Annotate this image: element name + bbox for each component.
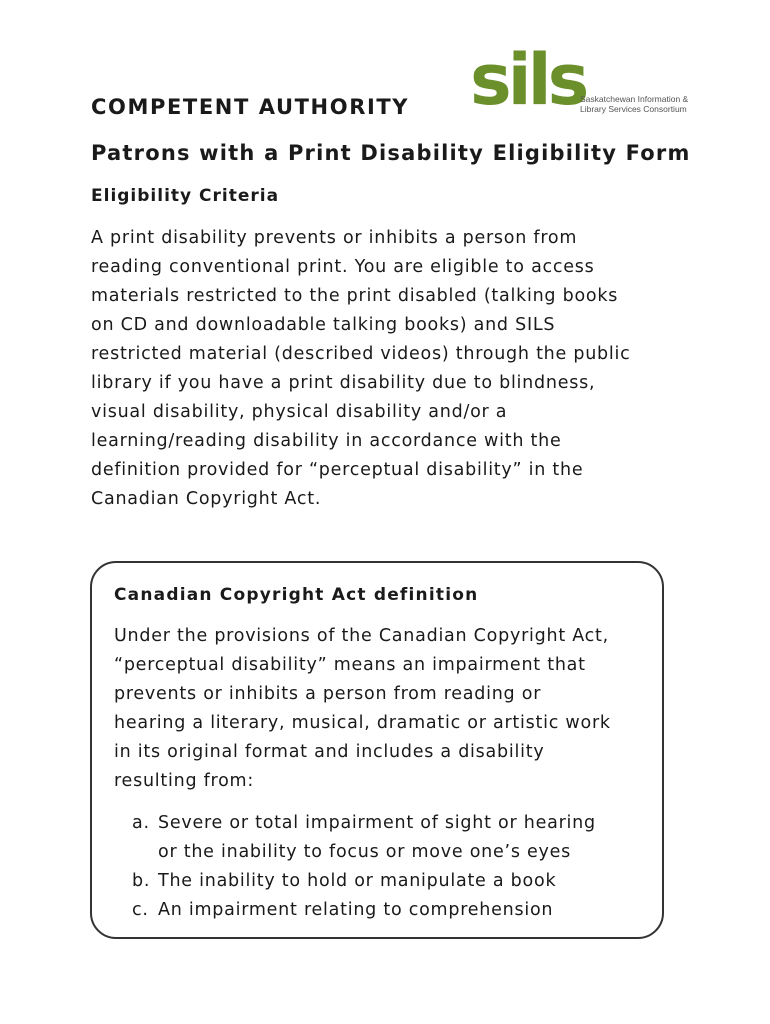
list-marker: c. <box>132 900 149 920</box>
criteria-line: materials restricted to the print disabled (talking books <box>91 286 619 306</box>
criteria-line: restricted material (described videos) through the public <box>91 344 631 364</box>
criteria-line: learning/reading disability in accordance with the <box>91 431 562 451</box>
list-item-text: Severe or total impairment of sight or hearing <box>158 813 596 833</box>
logo-caption <box>580 94 689 114</box>
list-item <box>132 809 652 867</box>
criteria-line: reading conventional print. You are eligible to access <box>91 257 595 277</box>
criteria-line: Canadian Copyright Act. <box>91 489 322 509</box>
definition-line: Under the provisions of the Canadian Copyright Act, <box>114 626 609 646</box>
definition-list <box>132 809 652 925</box>
eligibility-criteria-text <box>91 224 691 514</box>
list-item-text: The inability to hold or manipulate a book <box>158 871 557 891</box>
list-marker: a. <box>132 813 150 833</box>
eligibility-criteria-heading: Eligibility Criteria <box>91 186 280 206</box>
definition-line: in its original format and includes a disability <box>114 742 545 762</box>
page-title: COMPETENT AUTHORITY <box>91 95 410 119</box>
criteria-line: on CD and downloadable talking books) and SILS <box>91 315 556 335</box>
form-subtitle: Patrons with a Print Disability Eligibility Form <box>91 141 691 165</box>
list-marker: b. <box>132 871 151 891</box>
logo-caption-line-1: Saskatchewan Information & <box>580 94 689 104</box>
definition-line: hearing a literary, musical, dramatic or artistic work <box>114 713 611 733</box>
definition-heading: Canadian Copyright Act definition <box>114 585 479 605</box>
definition-line: “perceptual disability” means an impairment that <box>114 655 586 675</box>
criteria-line: A print disability prevents or inhibits a person from <box>91 228 578 248</box>
definition-line: prevents or inhibits a person from reading or <box>114 684 542 704</box>
sils-logo <box>466 39 689 121</box>
criteria-line: library if you have a print disability due to blindness, <box>91 373 596 393</box>
criteria-line: definition provided for “perceptual disability” in the <box>91 460 584 480</box>
definition-text <box>114 622 654 796</box>
list-item <box>132 867 652 896</box>
list-item-continuation: or the inability to focus or move one’s eyes <box>158 842 572 862</box>
definition-line: resulting from: <box>114 771 255 791</box>
logo-caption-line-2: Library Services Consortium <box>580 104 687 114</box>
list-item-text: An impairment relating to comprehension <box>158 900 554 920</box>
list-item <box>132 896 652 925</box>
criteria-line: visual disability, physical disability and/or a <box>91 402 508 422</box>
logo-wordmark: sils <box>470 39 586 121</box>
